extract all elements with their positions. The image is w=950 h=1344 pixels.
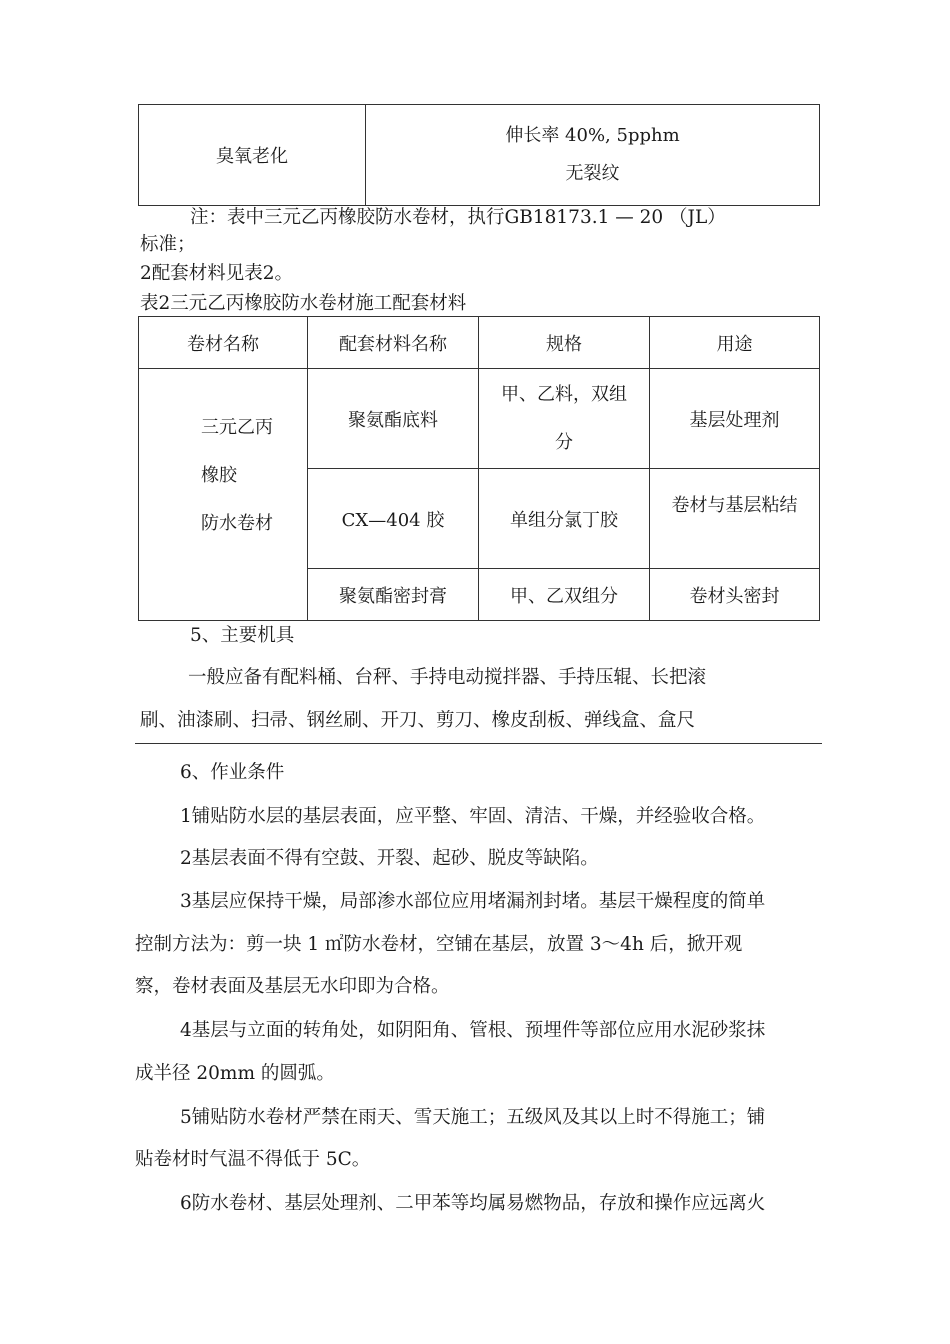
condition-5-line-1: 5铺贴防水卷材严禁在雨天、雪天施工；五级风及其以上时不得施工；铺 [180, 1107, 766, 1128]
table-row-1-name: 聚氨酯底料 [308, 369, 479, 469]
membrane-name-line-1: 三元乙丙 [201, 416, 273, 438]
membrane-name-cell [139, 369, 308, 621]
table-row-2-spec: 单组分氯丁胶 [479, 469, 650, 569]
condition-4-line-2: 成半径 20mm 的圆弧。 [135, 1063, 335, 1084]
condition-2: 2基层表面不得有空鼓、开裂、起砂、脱皮等缺陷。 [180, 848, 599, 869]
membrane-name-line-2: 橡胶 [201, 464, 237, 486]
condition-3-line-3: 察，卷材表面及基层无水印即为合格。 [135, 976, 450, 997]
table-row-3-spec: 甲、乙双组分 [479, 569, 650, 621]
ozone-aging-label: 臭氧老化 [139, 105, 366, 206]
ozone-aging-table [138, 104, 820, 206]
section-6-heading: 6、作业条件 [180, 762, 285, 783]
condition-5-line-2: 贴卷材时气温不得低于 5C。 [135, 1149, 371, 1170]
condition-4-line-1: 4基层与立面的转角处，如阴阳角、管根、预埋件等部位应用水泥砂浆抹 [180, 1020, 766, 1041]
supporting-materials-table [138, 316, 820, 621]
membrane-name-line-3: 防水卷材 [201, 512, 273, 534]
table-2-caption: 表2三元乙丙橡胶防水卷材施工配套材料 [140, 293, 467, 314]
ozone-aging-result: 无裂纹 [565, 163, 620, 184]
table-row-3-use: 卷材头密封 [650, 569, 820, 621]
header-spec: 规格 [479, 317, 650, 369]
divider-line [135, 743, 822, 744]
ozone-aging-condition: 伸长率 40%, 5pphm [505, 125, 680, 146]
table-row-3-name: 聚氨酯密封膏 [308, 569, 479, 621]
section-5-heading: 5、主要机具 [190, 625, 295, 646]
condition-6-line-1: 6防水卷材、基层处理剂、二甲苯等均属易燃物品，存放和操作应远离火 [180, 1193, 766, 1214]
note-line-1: 注：表中三元乙丙橡胶防水卷材，执行GB18173.1 — 20 （JL） [190, 207, 726, 228]
condition-3-line-2: 控制方法为：剪一块 1 ㎡防水卷材，空铺在基层，放置 3〜4h 后，掀开观 [135, 934, 743, 955]
table-row-2-name: CX—404 胶 [308, 469, 479, 569]
section-5-line-1: 一般应备有配料桶、台秤、手持电动搅拌器、手持压辊、长把滚 [188, 667, 707, 688]
table-row-1-use: 基层处理剂 [650, 369, 820, 469]
condition-3-line-1: 3基层应保持干燥，局部渗水部位应用堵漏剂封堵。基层干燥程度的简单 [180, 891, 766, 912]
item-2-text: 2配套材料见表2。 [140, 263, 294, 284]
header-use: 用途 [650, 317, 820, 369]
note-line-2: 标准； [140, 234, 196, 255]
ozone-aging-requirement [366, 105, 820, 206]
condition-1: 1铺贴防水层的基层表面，应平整、牢固、清洁、干燥，并经验收合格。 [180, 806, 766, 827]
header-material-name: 配套材料名称 [308, 317, 479, 369]
table-row-1-spec: 甲、乙料，双组 分 [479, 369, 650, 469]
header-membrane-name: 卷材名称 [139, 317, 308, 369]
section-5-line-2: 刷、油漆刷、扫帚、钢丝刷、开刀、剪刀、橡皮刮板、弹线盒、盒尺 [140, 710, 696, 731]
table-row-2-use: 卷材与基层粘结 [650, 469, 820, 569]
